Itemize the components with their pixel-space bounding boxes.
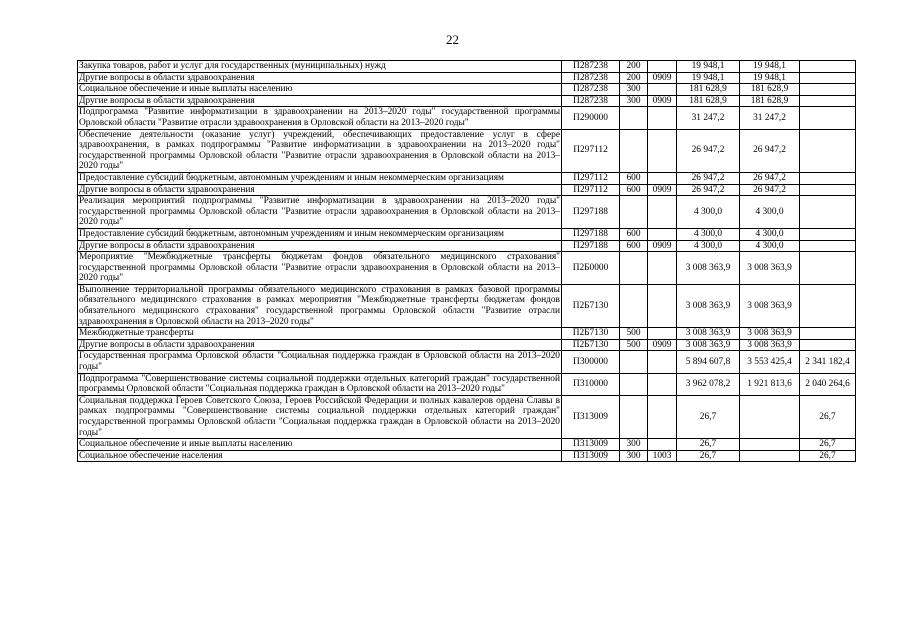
row-amount-2-cell: 3 008 363,9 [740, 339, 800, 351]
row-section-code-cell [648, 228, 677, 240]
row-name-cell: Мероприятие "Межбюджетные трансферты бюджетам фондов обязательного медицинского страхования" государственной программы Орловской области "Развитие отрасли здравоохранения в Орловской области на 2013–2020 годы" [79, 252, 560, 284]
table-row [78, 172, 856, 184]
table-row [78, 107, 856, 129]
table-row [78, 129, 856, 172]
row-name-cell: Закупка товаров, работ и услуг для государственных (муниципальных) нужд [78, 61, 562, 73]
row-section-code-cell [648, 395, 677, 438]
row-expense-type-cell: 600 [620, 228, 648, 240]
row-section-code-cell [648, 351, 677, 373]
row-section-code-cell: 0909 [648, 72, 677, 84]
row-amount-3-cell [800, 61, 856, 73]
table-row [78, 61, 856, 73]
row-name-cell: Межбюджетные трансферты [78, 328, 562, 340]
table-row [78, 373, 856, 395]
row-amount-total-cell: 26,7 [677, 395, 740, 438]
row-name-cell: Другие вопросы в области здравоохранения [78, 240, 562, 252]
table-row [78, 439, 856, 451]
row-name-cell: Реализация мероприятий подпрограммы "Развитие информатизации в здравоохранении на 2013–2020 годы" государственной программы Орловской области "Развитие отрасли здравоохранения в Орловской области на 2013–2020 годы" [79, 196, 560, 228]
table-row [78, 284, 856, 327]
row-amount-total-cell: 3 008 363,9 [677, 252, 740, 285]
row-expense-type-cell [620, 395, 648, 438]
table-row [78, 339, 856, 351]
row-target-code-cell: П2Б7130 [562, 339, 620, 351]
row-expense-type-cell [620, 252, 648, 285]
row-section-code-cell [648, 284, 677, 327]
row-amount-3-cell [800, 172, 856, 184]
row-target-code-cell: П300000 [562, 351, 620, 373]
row-amount-total-cell: 4 300,0 [677, 228, 740, 240]
row-amount-2-cell: 181 628,9 [740, 95, 800, 107]
row-amount-total-cell: 5 894 607,8 [677, 351, 740, 373]
row-amount-2-cell: 3 553 425,4 [740, 351, 800, 373]
table-row [78, 84, 856, 96]
row-target-code-cell: П297112 [562, 129, 620, 172]
row-amount-3-cell: 26,7 [800, 439, 856, 451]
row-amount-total-cell: 31 247,2 [677, 107, 740, 129]
row-amount-total-cell: 26,7 [677, 439, 740, 451]
row-section-code-cell: 0909 [648, 95, 677, 107]
row-amount-3-cell [800, 129, 856, 172]
row-amount-total-cell: 3 008 363,9 [677, 339, 740, 351]
row-amount-total-cell: 19 948,1 [677, 61, 740, 73]
row-target-code-cell: П2Б7130 [562, 328, 620, 340]
row-section-code-cell [648, 328, 677, 340]
row-name-cell: Государственная программа Орловской области "Социальная поддержка граждан в Орловской области на 2013–2020 годы" [79, 351, 560, 373]
row-target-code-cell: П297112 [562, 184, 620, 196]
row-expense-type-cell: 300 [620, 95, 648, 107]
table-row [78, 240, 856, 252]
row-amount-2-cell: 4 300,0 [740, 240, 800, 252]
row-expense-type-cell: 200 [620, 61, 648, 73]
row-expense-type-cell [620, 373, 648, 395]
row-name-cell: Социальное обеспечение населения [78, 450, 562, 462]
row-amount-3-cell: 26,7 [800, 450, 856, 462]
row-amount-3-cell [800, 72, 856, 84]
row-amount-total-cell: 181 628,9 [677, 95, 740, 107]
row-amount-3-cell: 26,7 [800, 395, 856, 438]
row-amount-2-cell: 3 008 363,9 [740, 328, 800, 340]
row-name-cell: Предоставление субсидий бюджетным, автономным учреждениям и иным некоммерческим организациям [78, 228, 562, 240]
row-amount-2-cell: 3 008 363,9 [740, 252, 800, 285]
row-amount-total-cell: 181 628,9 [677, 84, 740, 96]
row-target-code-cell: П310000 [562, 373, 620, 395]
table-row [78, 72, 856, 84]
row-amount-total-cell: 4 300,0 [677, 240, 740, 252]
row-expense-type-cell: 500 [620, 328, 648, 340]
row-section-code-cell [648, 129, 677, 172]
row-name-cell: Выполнение территориальной программы обязательного медицинского страхования в рамках базовой программы обязательного медицинского страхования в рамках мероприятия "Межбюджетные трансферты бюджетам фондов обязательного медицинского страхования" государственной программы Орловской области "Развитие отрасли здравоохранения в Орловской области на 2013–2020 годы" [79, 284, 560, 327]
row-amount-2-cell [740, 439, 800, 451]
row-expense-type-cell: 300 [620, 84, 648, 96]
row-target-code-cell: П313009 [562, 450, 620, 462]
row-name-cell: Обеспечение деятельности (оказание услуг) учреждений, обеспечивающих предоставление услуг в сфере здравоохранения, в рамках подпрограммы "Развитие информатизации в здравоохранении на 2013–2020 годы" государственной программы Орловской области "Развитие отрасли здравоохранения в Орловской области на 2013–2020 годы" [79, 129, 560, 172]
row-name-cell: Другие вопросы в области здравоохранения [78, 72, 562, 84]
row-section-code-cell [648, 439, 677, 451]
row-section-code-cell [648, 373, 677, 395]
row-target-code-cell: П287238 [562, 95, 620, 107]
row-amount-total-cell: 26 947,2 [677, 172, 740, 184]
row-amount-2-cell [740, 450, 800, 462]
row-amount-3-cell [800, 284, 856, 327]
row-target-code-cell: П2Б7130 [562, 284, 620, 327]
row-amount-3-cell [800, 228, 856, 240]
page-number: 22 [446, 32, 459, 47]
row-amount-3-cell: 2 341 182,4 [800, 351, 856, 373]
row-name-cell: Предоставление субсидий бюджетным, автономным учреждениям и иным некоммерческим организациям [78, 172, 562, 184]
row-section-code-cell [648, 172, 677, 184]
row-target-code-cell: П290000 [562, 107, 620, 129]
table-row [78, 196, 856, 229]
row-expense-type-cell: 300 [620, 450, 648, 462]
row-expense-type-cell: 500 [620, 339, 648, 351]
row-target-code-cell: П313009 [562, 439, 620, 451]
row-amount-total-cell: 19 948,1 [677, 72, 740, 84]
row-section-code-cell [648, 196, 677, 229]
row-target-code-cell: П287238 [562, 72, 620, 84]
row-expense-type-cell: 600 [620, 240, 648, 252]
row-target-code-cell: П297188 [562, 196, 620, 229]
row-amount-3-cell [800, 196, 856, 229]
row-target-code-cell: П287238 [562, 84, 620, 96]
table-row [78, 252, 856, 285]
row-name-cell: Подпрограмма "Совершенствование системы социальной поддержки отдельных категорий граждан" государственной программы Орловской области "Социальная поддержка граждан в Орловской области на 2013–2020 годы" [79, 373, 560, 395]
row-name-cell: Другие вопросы в области здравоохранения [78, 95, 562, 107]
row-amount-3-cell [800, 107, 856, 129]
row-amount-2-cell: 26 947,2 [740, 184, 800, 196]
row-section-code-cell: 0909 [648, 339, 677, 351]
row-amount-3-cell [800, 240, 856, 252]
row-name-cell: Социальная поддержка Героев Советского Союза, Героев Российской Федерации и полных кавалеров ордена Славы в рамках подпрограммы "Совершенствование системы социальной поддержки отдельных категорий граждан" государственной программы Орловской области "Социальная поддержка граждан в Орловской области на 2013–2020 годы" [79, 395, 560, 438]
row-expense-type-cell: 200 [620, 72, 648, 84]
row-amount-2-cell: 1 921 813,6 [740, 373, 800, 395]
row-amount-2-cell: 31 247,2 [740, 107, 800, 129]
row-expense-type-cell [620, 284, 648, 327]
row-expense-type-cell [620, 129, 648, 172]
row-expense-type-cell [620, 107, 648, 129]
row-amount-total-cell: 4 300,0 [677, 196, 740, 229]
row-amount-3-cell [800, 328, 856, 340]
row-target-code-cell: П2Б0000 [562, 252, 620, 285]
row-name-cell: Социальное обеспечение и иные выплаты населению [78, 84, 562, 96]
table-row [78, 328, 856, 340]
row-amount-total-cell: 3 008 363,9 [677, 328, 740, 340]
table-row [78, 351, 856, 373]
row-section-code-cell [648, 84, 677, 96]
row-amount-2-cell: 4 300,0 [740, 196, 800, 229]
row-amount-3-cell [800, 84, 856, 96]
row-amount-total-cell: 26 947,2 [677, 129, 740, 172]
row-target-code-cell: П297112 [562, 172, 620, 184]
row-amount-3-cell [800, 252, 856, 285]
row-section-code-cell [648, 107, 677, 129]
row-amount-2-cell: 181 628,9 [740, 84, 800, 96]
row-target-code-cell: П297188 [562, 228, 620, 240]
row-amount-3-cell [800, 95, 856, 107]
row-target-code-cell: П313009 [562, 395, 620, 438]
row-expense-type-cell: 600 [620, 184, 648, 196]
budget-table [77, 60, 856, 462]
row-section-code-cell [648, 61, 677, 73]
row-name-cell: Социальное обеспечение и иные выплаты населению [78, 439, 562, 451]
row-section-code-cell: 0909 [648, 240, 677, 252]
row-amount-total-cell: 3 962 078,2 [677, 373, 740, 395]
row-amount-2-cell: 19 948,1 [740, 72, 800, 84]
row-amount-3-cell: 2 040 264,6 [800, 373, 856, 395]
table-row [78, 95, 856, 107]
row-amount-total-cell: 3 008 363,9 [677, 284, 740, 327]
row-name-cell: Другие вопросы в области здравоохранения [78, 184, 562, 196]
row-expense-type-cell [620, 196, 648, 229]
row-target-code-cell: П287238 [562, 61, 620, 73]
row-amount-3-cell [800, 339, 856, 351]
row-name-cell: Другие вопросы в области здравоохранения [78, 339, 562, 351]
table-row [78, 228, 856, 240]
table-row [78, 184, 856, 196]
table-body [78, 61, 856, 462]
table-row [78, 395, 856, 438]
row-amount-total-cell: 26,7 [677, 450, 740, 462]
row-name-cell: Подпрограмма "Развитие информатизации в здравоохранении на 2013–2020 годы" государственной программы Орловской области "Развитие отрасли здравоохранения в Орловской области на 2013–2020 годы" [79, 107, 560, 128]
row-section-code-cell: 1003 [648, 450, 677, 462]
row-amount-2-cell: 19 948,1 [740, 61, 800, 73]
row-section-code-cell: 0909 [648, 184, 677, 196]
row-amount-3-cell [800, 184, 856, 196]
row-amount-2-cell: 3 008 363,9 [740, 284, 800, 327]
row-amount-2-cell: 26 947,2 [740, 172, 800, 184]
row-amount-total-cell: 26 947,2 [677, 184, 740, 196]
table-row [78, 450, 856, 462]
row-expense-type-cell: 600 [620, 172, 648, 184]
row-target-code-cell: П297188 [562, 240, 620, 252]
row-expense-type-cell: 300 [620, 439, 648, 451]
row-section-code-cell [648, 252, 677, 285]
row-amount-2-cell: 26 947,2 [740, 129, 800, 172]
row-amount-2-cell [740, 395, 800, 438]
row-expense-type-cell [620, 351, 648, 373]
row-amount-2-cell: 4 300,0 [740, 228, 800, 240]
